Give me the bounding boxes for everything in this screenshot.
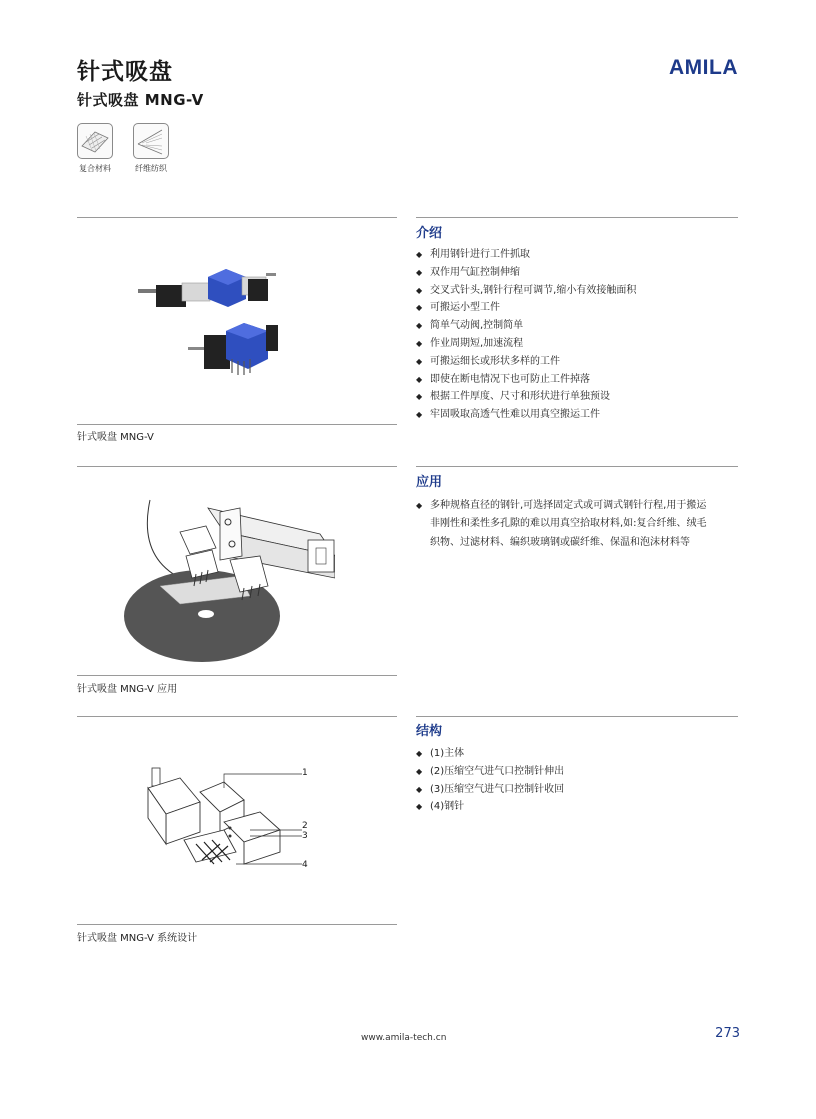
- page-number: 273: [715, 1026, 740, 1041]
- page-subtitle: 针式吸盘 MNG-V: [77, 91, 204, 109]
- divider: [416, 466, 738, 467]
- material-fiber: [127, 123, 175, 174]
- divider: [77, 466, 397, 467]
- list-item: ◆ 交叉式针头,钢针行程可调节,缩小有效接触面积: [416, 282, 636, 300]
- footer-url[interactable]: www.amila-tech.cn: [361, 1033, 447, 1043]
- divider: [416, 716, 738, 717]
- material-label: 复合材料: [79, 164, 111, 173]
- application-image: [120, 496, 335, 670]
- list-item: ◆ 可搬运细长或形状多样的工件: [416, 353, 636, 371]
- list-item: ◆ 牢固吸取高透气性难以用真空搬运工件: [416, 406, 636, 424]
- list-item: ◆ (1)主体: [416, 745, 564, 763]
- structure-heading: 结构: [416, 724, 443, 739]
- list-item: ◆ (2)压缩空气进气口控制针伸出: [416, 763, 564, 781]
- intro-heading: 介绍: [416, 226, 443, 241]
- list-item: ◆ 即使在断电情况下也可防止工件掉落: [416, 371, 636, 389]
- divider: [77, 924, 397, 925]
- divider: [77, 217, 397, 218]
- system-caption: 针式吸盘 MNG-V 系统设计: [77, 933, 198, 944]
- application-text: ◆ 多种规格直径的钢针,可选择固定式或可调式钢针行程,用于搬运非刚性和柔性多孔隙的难以用真空拾取材料,如:复合纤维、绒毛织物、过滤材料、编织玻璃钢或碳纤维、保温和泡沫材料等: [416, 497, 716, 552]
- product-caption: 针式吸盘 MNG-V: [77, 432, 154, 443]
- list-item: ◆ 可搬运小型工件: [416, 299, 636, 317]
- list-item: ◆ 作业周期短,加速流程: [416, 335, 636, 353]
- application-heading: 应用: [416, 475, 443, 490]
- list-item: ◆ 根据工件厚度、尺寸和形状进行单独预设: [416, 388, 636, 406]
- material-label: 纤维纺织: [135, 164, 167, 173]
- divider: [77, 675, 397, 676]
- intro-list: [416, 246, 636, 424]
- list-item: ◆ (3)压缩空气进气口控制针收回: [416, 781, 564, 799]
- callout-4: 4: [302, 860, 308, 870]
- callout-2: 2: [302, 821, 308, 831]
- page-title: 针式吸盘: [77, 59, 173, 85]
- list-item: ◆ 双作用气缸控制伸缩: [416, 264, 636, 282]
- composite-material-icon: [77, 123, 113, 159]
- divider: [416, 217, 738, 218]
- callout-3: 3: [302, 831, 308, 841]
- list-item: ◆ 简单气动阀,控制简单: [416, 317, 636, 335]
- list-item: ◆ 利用钢针进行工件抓取: [416, 246, 636, 264]
- divider: [77, 424, 397, 425]
- fiber-textile-icon: [133, 123, 169, 159]
- material-composite: [71, 123, 119, 174]
- system-diagram: [140, 760, 315, 884]
- divider: [77, 716, 397, 717]
- list-item: ◆ (4)钢针: [416, 798, 564, 816]
- structure-list: [416, 745, 564, 816]
- brand-logo: AMILA: [669, 56, 738, 79]
- product-image: [130, 255, 280, 379]
- application-caption: 针式吸盘 MNG-V 应用: [77, 684, 178, 695]
- callout-1: 1: [302, 768, 308, 778]
